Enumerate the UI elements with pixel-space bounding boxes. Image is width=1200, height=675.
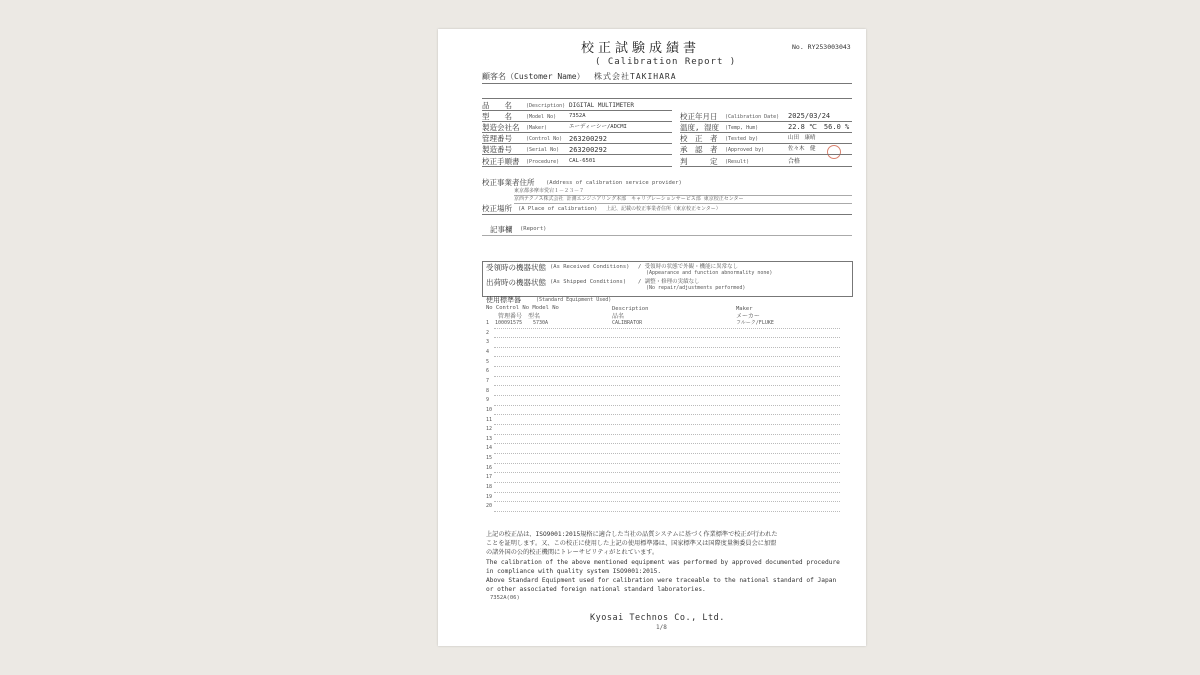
row-number: 16 bbox=[486, 464, 493, 471]
place-label-en: (A Place of calibration) bbox=[518, 206, 598, 212]
row-model-no: 5730A bbox=[533, 320, 549, 326]
table-row bbox=[494, 385, 840, 386]
report-title: 校正試験成績書 bbox=[581, 41, 701, 56]
row-number: 5 bbox=[486, 358, 490, 365]
table-row bbox=[494, 472, 840, 473]
received-label: 受領時の機器状態 bbox=[486, 263, 546, 272]
customer-value: 株式会社TAKIHARA bbox=[594, 72, 677, 81]
field-label-en: (Description) bbox=[526, 103, 566, 109]
field-label-en: (Result) bbox=[725, 159, 750, 165]
equipment-label-en: (Standard Equipment Used) bbox=[536, 297, 612, 303]
divider bbox=[482, 98, 852, 99]
field-label-en: (Serial No) bbox=[526, 147, 560, 153]
table-row bbox=[494, 453, 840, 454]
table-row bbox=[494, 366, 840, 367]
field-label-en: (Control No) bbox=[526, 136, 563, 142]
row-number: 3 bbox=[486, 339, 490, 346]
received-value-en: (Appearance and function abnormality none) bbox=[646, 270, 773, 276]
field-value-maker: エーディーシー/ADCMI bbox=[569, 124, 627, 130]
field-value-serial-no: 263200292 bbox=[569, 146, 607, 154]
table-row bbox=[494, 347, 840, 348]
form-code: 7352A(06) bbox=[490, 595, 520, 601]
row-description: CALIBRATOR bbox=[612, 320, 643, 326]
table-row bbox=[494, 501, 840, 502]
customer-label: 顧客名（Customer Name） bbox=[482, 72, 585, 81]
footer-en-line: The calibration of the above mentioned equipment was performed by approved documented procedure bbox=[486, 559, 840, 566]
field-underline bbox=[482, 166, 672, 167]
table-row bbox=[494, 492, 840, 493]
field-label: 製造会社名 bbox=[482, 123, 520, 132]
equipment-col-desc-jp: 品名 bbox=[612, 313, 625, 320]
footer-en-line: or other associated foreign national standard laboratories. bbox=[486, 586, 706, 593]
field-value-description: DIGITAL MULTIMETER bbox=[569, 102, 635, 109]
table-row bbox=[494, 328, 840, 329]
row-number: 6 bbox=[486, 368, 490, 375]
row-number: 19 bbox=[486, 493, 493, 500]
table-row bbox=[494, 434, 840, 435]
customer-underline bbox=[482, 83, 852, 84]
shipped-label: 出荷時の機器状態 bbox=[486, 278, 546, 287]
field-label-en: (Approved by) bbox=[725, 147, 765, 153]
service-label-en: (Address of calibration service provider) bbox=[546, 180, 682, 186]
table-row bbox=[494, 395, 840, 396]
shipped-value: / 調整・修理の実績なし bbox=[638, 279, 700, 285]
equipment-col-header-jp: 管理番号 型名 bbox=[498, 313, 541, 320]
row-number: 17 bbox=[486, 474, 493, 481]
field-value-approved-by: 佐々木 健 bbox=[788, 146, 816, 152]
report-label-en: (Report) bbox=[520, 226, 547, 232]
row-number: 12 bbox=[486, 426, 493, 433]
row-maker: フルーク/FLUKE bbox=[736, 320, 774, 326]
row-number: 7 bbox=[486, 377, 490, 384]
service-company: 京西テクノス株式会社 計測エンジニアリング本部 キャリブレーションサービス部 東京校正センター bbox=[514, 196, 744, 202]
service-address: 東京都多摩市愛宕１－２３－７ bbox=[514, 188, 585, 194]
field-underline bbox=[680, 166, 852, 167]
table-row bbox=[494, 337, 840, 338]
report-subtitle: ( Calibration Report ) bbox=[595, 57, 737, 67]
table-row bbox=[494, 376, 840, 377]
row-number: 10 bbox=[486, 406, 493, 413]
field-label: 校正手順書 bbox=[482, 157, 520, 166]
table-row bbox=[494, 424, 840, 425]
shipped-label-en: (As Shipped Conditions) bbox=[550, 279, 627, 285]
field-label: 校 正 者 bbox=[680, 134, 718, 143]
table-row bbox=[494, 443, 840, 444]
field-underline bbox=[680, 143, 852, 144]
row-number: 11 bbox=[486, 416, 493, 423]
field-label: 型 名 bbox=[482, 112, 512, 121]
field-underline bbox=[482, 143, 672, 144]
field-underline bbox=[482, 132, 672, 133]
field-label: 承 認 者 bbox=[680, 145, 718, 154]
field-value-result: 合格 bbox=[788, 158, 801, 165]
equipment-col-desc: Description bbox=[612, 306, 649, 312]
divider bbox=[482, 214, 852, 215]
field-underline bbox=[482, 110, 672, 111]
received-label-en: (As Received Conditions) bbox=[550, 264, 630, 270]
field-label: 製造番号 bbox=[482, 145, 512, 154]
field-label-en: (Maker) bbox=[526, 125, 548, 131]
equipment-col-maker: Maker bbox=[736, 306, 753, 312]
table-row bbox=[494, 482, 840, 483]
table-row bbox=[494, 414, 840, 415]
table-row bbox=[494, 405, 840, 406]
divider bbox=[482, 235, 852, 236]
field-value-model: 7352A bbox=[569, 113, 586, 119]
row-number: 14 bbox=[486, 445, 493, 452]
footer-en-line: Above Standard Equipment used for calibration were traceable to the national standard of Japan bbox=[486, 577, 837, 584]
service-label: 校正事業者住所 bbox=[482, 178, 535, 187]
field-underline bbox=[482, 121, 672, 122]
field-label-en: (Tested by) bbox=[725, 136, 759, 142]
row-number: 18 bbox=[486, 484, 493, 491]
field-label: 管理番号 bbox=[482, 134, 512, 143]
equipment-col-header: No Control No Model No bbox=[486, 305, 559, 311]
field-value-control-no: 263200292 bbox=[569, 135, 607, 143]
field-label-en: (Calibration Date) bbox=[725, 114, 780, 120]
field-label: 判 定 bbox=[680, 157, 718, 166]
field-value-calibration-date: 2025/03/24 bbox=[788, 112, 831, 120]
equipment-label: 使用標準器 bbox=[486, 296, 521, 304]
field-underline bbox=[680, 154, 852, 155]
row-number: 2 bbox=[486, 329, 490, 336]
page-number: 1/8 bbox=[656, 624, 667, 631]
row-number: 20 bbox=[486, 503, 493, 510]
company-name: Kyosai Technos Co., Ltd. bbox=[590, 613, 725, 623]
footer-jp-line: の諸外国の公的校正機関にトレーサビリティがとれています。 bbox=[486, 549, 659, 556]
received-value: / 受領時の状態で外観・機能に異常なし bbox=[638, 264, 739, 270]
row-control-no: 100091575 bbox=[495, 320, 523, 326]
approval-seal-icon bbox=[827, 145, 841, 159]
row-number: 1 bbox=[486, 320, 490, 326]
field-underline bbox=[482, 154, 672, 155]
field-label: 品 名 bbox=[482, 101, 512, 110]
divider bbox=[514, 203, 852, 204]
field-value-procedure: CAL-6501 bbox=[569, 158, 596, 164]
row-number: 9 bbox=[486, 397, 490, 404]
footer-jp-line: ことを証明します。又、この校正に使用した上記の使用標準器は、国家標準又は国際度量衡委員会に加盟 bbox=[486, 540, 777, 547]
table-row bbox=[494, 463, 840, 464]
place-label: 校正場所 bbox=[482, 204, 512, 213]
equipment-col-maker-jp: メーカー bbox=[736, 313, 760, 320]
row-number: 13 bbox=[486, 435, 493, 442]
field-underline bbox=[680, 132, 852, 133]
field-underline bbox=[680, 121, 852, 122]
report-label: 記事欄 bbox=[490, 225, 513, 234]
row-number: 8 bbox=[486, 387, 490, 394]
field-label: 温度, 湿度 bbox=[680, 123, 720, 132]
field-label-en: (Procedure) bbox=[526, 159, 560, 165]
shipped-value-en: (No repair/adjustments performed) bbox=[646, 285, 746, 291]
table-row bbox=[494, 511, 840, 512]
report-number: No. RY253003043 bbox=[792, 43, 851, 51]
row-number: 15 bbox=[486, 455, 493, 462]
field-label: 校正年月日 bbox=[680, 112, 718, 121]
footer-en-line: in compliance with quality system ISO9001:2015. bbox=[486, 568, 662, 575]
footer-jp-line: 上記の校正品は、ISO9001:2015規格に適合した当社の品質システムに基づく作業標準で校正が行われた bbox=[486, 531, 778, 538]
place-value: 上記、記載の校正事業者住所（東京校正センター） bbox=[606, 206, 721, 212]
table-row bbox=[494, 356, 840, 357]
field-value-tested-by: 山田 康晴 bbox=[788, 135, 816, 141]
calibration-report-page bbox=[438, 29, 866, 646]
row-number: 4 bbox=[486, 348, 490, 355]
field-label-en: (Model No) bbox=[526, 114, 557, 120]
field-value-temp-humidity: 22.8 ℃ 56.0 % bbox=[788, 123, 850, 131]
field-label-en: (Temp, Hum) bbox=[725, 125, 759, 131]
